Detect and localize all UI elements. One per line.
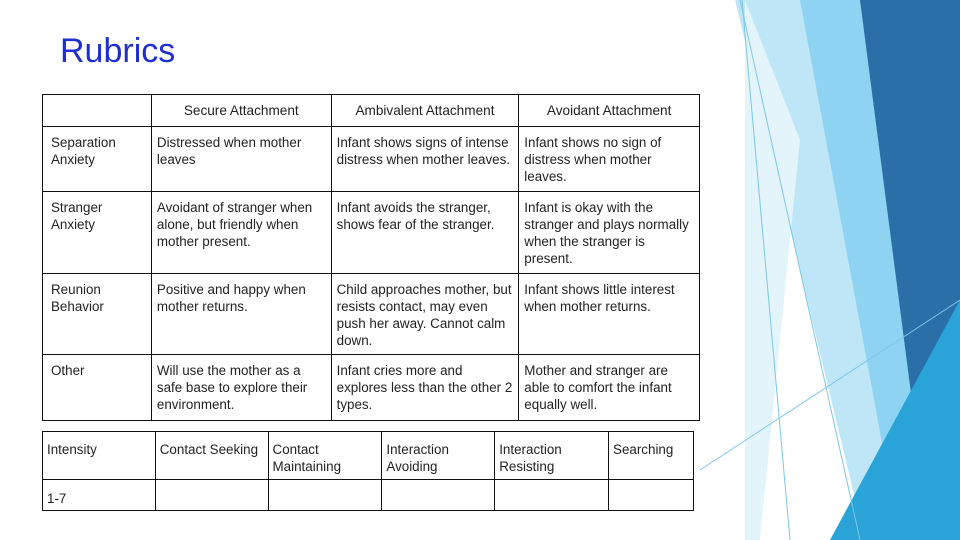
slide-title: Rubrics <box>60 32 176 70</box>
intensity-table <box>42 431 694 511</box>
table-header-row <box>43 95 700 127</box>
attachment-rubric-table <box>42 94 700 421</box>
header-ambivalent: Ambivalent Attachment <box>331 95 519 127</box>
intensity-range: 1-7 <box>43 480 156 511</box>
contact-maintaining-header: Contact Maintaining <box>268 432 382 480</box>
table-row <box>43 192 700 274</box>
header-blank-cell <box>43 95 152 127</box>
interaction-avoiding-header: Interaction Avoiding <box>382 432 495 480</box>
avoidant-cell: Infant is okay with the stranger and plays normally when the stranger is present. <box>519 192 700 274</box>
row-label: Other <box>43 355 152 421</box>
ambivalent-cell: Infant cries more and explores less than the other 2 types. <box>331 355 519 421</box>
contact-seeking-header: Contact Seeking <box>155 432 268 480</box>
header-secure: Secure Attachment <box>151 95 331 127</box>
searching-value <box>609 480 694 511</box>
secure-cell: Avoidant of stranger when alone, but friendly when mother present. <box>151 192 331 274</box>
contact-maintaining-value <box>268 480 382 511</box>
intensity-value-row <box>43 480 694 511</box>
avoidant-cell: Infant shows no sign of distress when mother leaves. <box>519 127 700 192</box>
table-row <box>43 127 700 192</box>
row-label: Reunion Behavior <box>43 274 152 355</box>
intensity-label: Intensity <box>43 432 156 480</box>
ambivalent-cell: Infant avoids the stranger, shows fear of the stranger. <box>331 192 519 274</box>
avoidant-cell: Mother and stranger are able to comfort the infant equally well. <box>519 355 700 421</box>
table-row <box>43 355 700 421</box>
secure-cell: Will use the mother as a safe base to explore their environment. <box>151 355 331 421</box>
searching-header: Searching <box>609 432 694 480</box>
table-row <box>43 274 700 355</box>
interaction-resisting-value <box>495 480 609 511</box>
contact-seeking-value <box>155 480 268 511</box>
header-avoidant: Avoidant Attachment <box>519 95 700 127</box>
intensity-header-row <box>43 432 694 480</box>
avoidant-cell: Infant shows little interest when mother returns. <box>519 274 700 355</box>
row-label: Separation Anxiety <box>43 127 152 192</box>
interaction-avoiding-value <box>382 480 495 511</box>
secure-cell: Positive and happy when mother returns. <box>151 274 331 355</box>
interaction-resisting-header: Interaction Resisting <box>495 432 609 480</box>
ambivalent-cell: Child approaches mother, but resists contact, may even push her away. Cannot calm down. <box>331 274 519 355</box>
secure-cell: Distressed when mother leaves <box>151 127 331 192</box>
row-label: Stranger Anxiety <box>43 192 152 274</box>
ambivalent-cell: Infant shows signs of intense distress when mother leaves. <box>331 127 519 192</box>
